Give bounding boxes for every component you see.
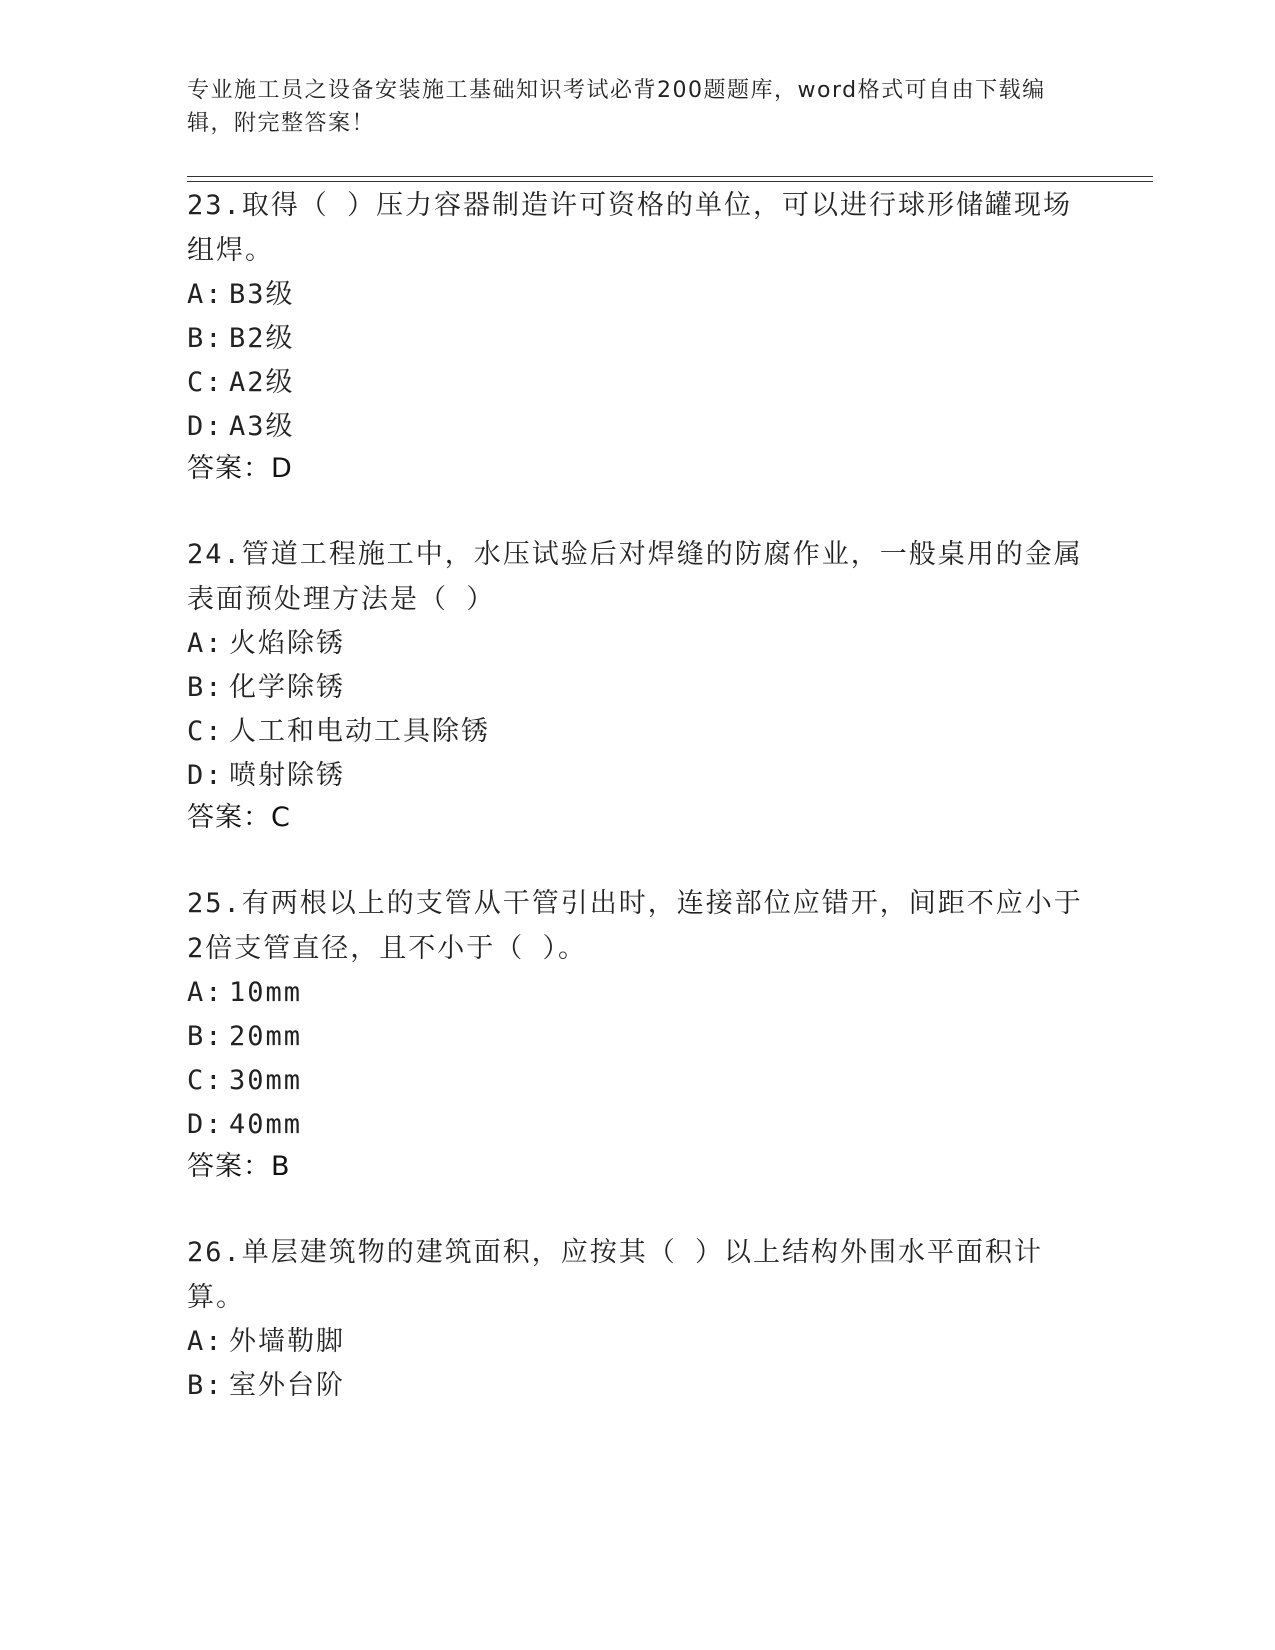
option-key: A: <box>187 1326 224 1357</box>
option-key: C: <box>187 716 224 747</box>
question-25-stem: 25.有两根以上的支管从干管引出时，连接部位应错开，间距不应小于2倍支管直径，且不小于（ ）。 <box>187 888 1083 964</box>
question-23-option-b <box>187 319 295 359</box>
option-key: C: <box>187 367 224 398</box>
option-key: C: <box>187 1065 224 1096</box>
option-text: B2级 <box>229 323 295 354</box>
document-header: 专业施工员之设备安装施工基础知识考试必背200题题库，word格式可自由下载编辑，附完整答案！ <box>187 78 1046 136</box>
header-divider-top <box>187 176 1153 177</box>
option-key: A: <box>187 279 224 310</box>
option-text: 室外台阶 <box>229 1370 345 1401</box>
question-25-option-c <box>187 1061 302 1101</box>
option-key: A: <box>187 977 224 1008</box>
question-25-option-d <box>187 1105 302 1145</box>
question-24-option-b <box>187 668 345 708</box>
question-25-option-a <box>187 973 302 1013</box>
question-26-stem: 26.单层建筑物的建筑面积，应按其（ ）以上结构外围水平面积计算。 <box>187 1237 1044 1313</box>
option-key: B: <box>187 1021 224 1052</box>
option-key: B: <box>187 672 224 703</box>
option-text: 喷射除锈 <box>229 760 345 791</box>
question-24-option-c <box>187 712 490 752</box>
option-text: A3级 <box>229 411 295 442</box>
option-text: 火焰除锈 <box>229 628 345 659</box>
option-key: B: <box>187 1370 224 1401</box>
question-23-answer: 答案：D <box>187 453 293 484</box>
question-25-option-b <box>187 1017 302 1057</box>
question-23-option-c <box>187 363 295 403</box>
option-key: B: <box>187 323 224 354</box>
question-24-answer: 答案：C <box>187 802 291 833</box>
question-23-option-a <box>187 275 295 315</box>
option-key: D: <box>187 760 224 791</box>
question-23-stem: 23.取得（ ）压力容器制造许可资格的单位，可以进行球形储罐现场组焊。 <box>187 190 1073 266</box>
question-26-option-a <box>187 1322 345 1362</box>
question-23-option-d <box>187 407 295 447</box>
option-text: 30mm <box>229 1065 303 1096</box>
header-divider-bottom <box>187 181 1153 182</box>
option-key: D: <box>187 1109 224 1140</box>
option-text: 40mm <box>229 1109 303 1140</box>
option-text: B3级 <box>229 279 295 310</box>
question-26-option-b <box>187 1366 345 1406</box>
option-text: 化学除锈 <box>229 672 345 703</box>
option-key: D: <box>187 411 224 442</box>
option-text: 外墙勒脚 <box>229 1326 345 1357</box>
question-24-stem: 24.管道工程施工中，水压试验后对焊缝的防腐作业，一般桌用的金属表面预处理方法是（ ） <box>187 539 1083 615</box>
question-25-answer: 答案：B <box>187 1151 291 1182</box>
option-text: 人工和电动工具除锈 <box>229 716 490 747</box>
option-text: 20mm <box>229 1021 303 1052</box>
option-key: A: <box>187 628 224 659</box>
question-24-option-d <box>187 756 345 796</box>
question-24-option-a <box>187 624 345 664</box>
option-text: 10mm <box>229 977 303 1008</box>
option-text: A2级 <box>229 367 295 398</box>
